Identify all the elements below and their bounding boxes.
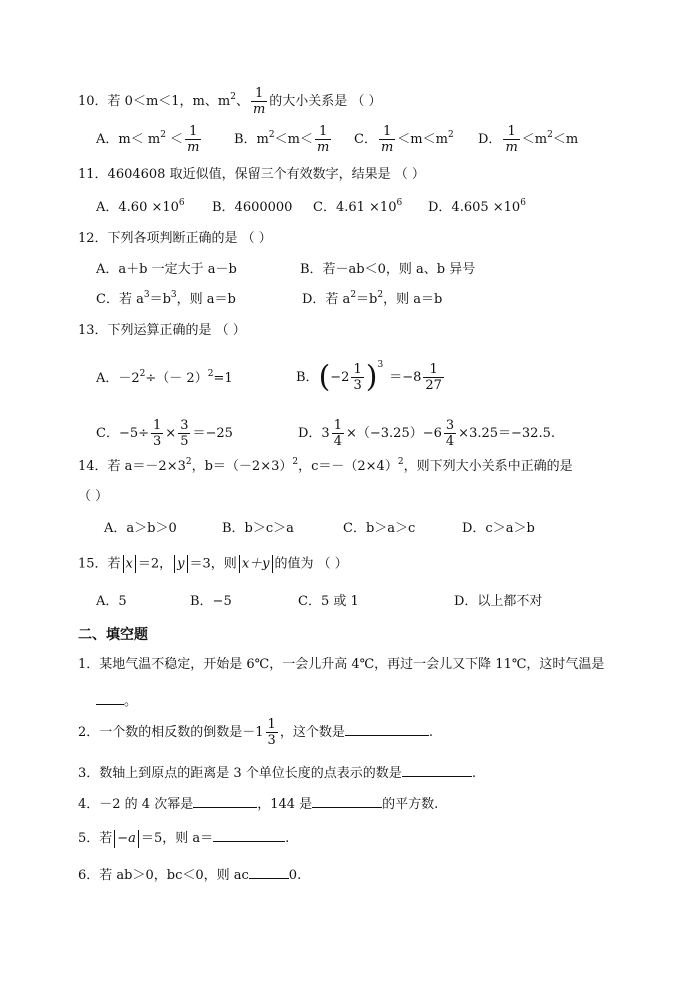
stem-text: 的值为 （ ）	[274, 556, 348, 572]
fraction	[178, 418, 190, 449]
fill-text: 5．若	[78, 831, 113, 846]
sup: 2	[139, 369, 146, 379]
q13-option-d[interactable]	[298, 418, 555, 449]
fill-1-blank[interactable]	[96, 690, 124, 705]
q13-option-b[interactable]	[296, 358, 446, 398]
q13-option-a[interactable]	[96, 370, 233, 388]
stem-text: ，b＝（－2×3）	[191, 459, 293, 474]
sup: 2	[160, 130, 166, 140]
fill-text: ＝5，则 a＝	[140, 831, 214, 846]
abs-bar	[239, 555, 240, 573]
option-text: ＜m＜m	[397, 132, 448, 147]
q10-fraction	[251, 86, 267, 117]
sup: 2	[377, 290, 384, 300]
q15-option-d[interactable]: D．以上都不对	[454, 594, 543, 609]
fraction	[444, 418, 456, 449]
option-text: ，则 a＝b	[383, 292, 443, 307]
frac-num: 1	[333, 418, 342, 433]
abs-bar	[138, 830, 139, 848]
sup: 6	[396, 198, 403, 208]
frac-den: m	[505, 140, 518, 155]
option-text: D．	[478, 132, 502, 147]
q11-option-b[interactable]: B．4600000	[212, 200, 293, 215]
option-text: =1	[213, 371, 233, 386]
q15-option-c[interactable]: C．5 或 1	[298, 594, 359, 609]
option-text: ÷（－ 2）	[145, 371, 208, 386]
q14-answer-paren: （ ）	[78, 489, 109, 504]
frac-num: 1	[254, 86, 264, 101]
option-text: ＜m	[552, 132, 579, 147]
frac-num: 1	[189, 124, 198, 139]
option-text: ＜	[165, 132, 184, 147]
q10-stem-sep: 、	[235, 94, 249, 109]
q13-option-c[interactable]	[96, 418, 233, 449]
option-text: C．−5÷	[96, 426, 150, 441]
option-text: B．m	[234, 132, 269, 147]
q14-option-c[interactable]: C．b＞a＞c	[343, 521, 416, 536]
var-x: x	[125, 556, 133, 572]
frac-den: 27	[425, 378, 442, 393]
fill-text: ，这个数是	[279, 725, 345, 740]
sup: 3	[143, 290, 150, 300]
option-text: ×（−3.25）−6	[345, 426, 442, 441]
q15-stem	[78, 555, 348, 574]
fill-3	[78, 762, 476, 783]
abs-bar	[135, 555, 136, 573]
q10-d-fraction	[503, 124, 519, 155]
sup: 2	[350, 290, 357, 300]
frac-den: 3	[353, 378, 362, 393]
q13-stem: 13．下列运算正确的是 （ ）	[78, 323, 246, 338]
frac-num: 1	[382, 124, 392, 139]
var-a: −a	[117, 831, 136, 846]
fill-text: 3．数轴上到原点的距离是 3 个单位长度的点表示的数是	[78, 766, 402, 781]
option-text: A．4.60 ×10	[96, 200, 179, 215]
fill-5-blank[interactable]	[213, 827, 285, 842]
q10-c-fraction	[379, 124, 395, 155]
option-text: D．4.605 ×10	[428, 200, 521, 215]
right-paren: )	[365, 359, 378, 395]
fill-6-blank[interactable]	[249, 864, 289, 879]
fill-2	[78, 716, 433, 750]
option-text: ＝b	[356, 292, 378, 307]
q10-option-b[interactable]	[234, 124, 333, 155]
abs-bar	[174, 555, 175, 573]
frac-den: m	[187, 140, 200, 155]
q15-option-b[interactable]: B．−5	[190, 594, 232, 609]
fill-4-blank-b[interactable]	[312, 793, 382, 808]
q11-option-d[interactable]	[428, 199, 526, 217]
q14-option-a[interactable]: A．a＞b＞0	[104, 521, 177, 536]
frac-den: 4	[445, 434, 455, 449]
q12-option-c[interactable]	[96, 291, 236, 309]
q10-option-d[interactable]	[478, 124, 578, 155]
q12-option-d[interactable]	[302, 291, 442, 309]
option-text: B．	[296, 370, 319, 385]
fill-text: 4．－2 的 4 次幂是	[78, 797, 194, 812]
q10-option-a[interactable]	[96, 124, 203, 155]
option-text: −2	[330, 370, 350, 385]
tail-text: .	[428, 725, 433, 740]
q15-option-a[interactable]: A．5	[96, 594, 127, 609]
option-text: C．若 a	[96, 292, 144, 307]
frac-den: m	[316, 140, 330, 155]
q11-option-a[interactable]	[96, 199, 185, 217]
fraction	[151, 418, 163, 449]
sup: 2	[268, 130, 275, 140]
frac-num: 1	[153, 418, 162, 433]
sup: 3	[377, 360, 384, 370]
option-text: ＜m＜	[274, 132, 313, 147]
option-text: ×	[165, 426, 177, 441]
sup: 2	[185, 457, 192, 467]
fill-text: ，144 是	[257, 797, 313, 812]
q10-b-fraction	[315, 124, 331, 155]
option-text: ＝−25	[192, 426, 233, 441]
option-text: ＜m	[521, 132, 548, 147]
abs-bar	[187, 555, 188, 573]
q11-stem: 11．4604608 取近似值，保留三个有效数字，结果是 （ ）	[78, 167, 425, 182]
frac-den: 3	[153, 434, 162, 449]
stem-text: 15．若	[78, 556, 121, 572]
frac-den: m	[252, 102, 266, 117]
tail-text: .	[285, 831, 290, 846]
var-xy: x＋y	[241, 556, 270, 572]
frac-den: 4	[333, 434, 342, 449]
option-text: A．m＜ m	[96, 132, 161, 147]
option-text: ，则 a＝b	[176, 292, 236, 307]
sup: 2	[547, 130, 553, 140]
frac-num: 3	[180, 418, 189, 433]
sup: 2	[292, 457, 299, 467]
q12-option-a[interactable]: A．a＋b 一定大于 a－b	[96, 262, 237, 277]
option-text: ＝b	[149, 292, 171, 307]
frac-num: 1	[267, 717, 276, 732]
tail-text: 的平方数.	[382, 797, 439, 812]
stem-text: ＝3，则	[189, 556, 237, 572]
stem-text: ，c＝－（2×4）	[298, 459, 398, 474]
option-text: C．4.61 ×10	[313, 200, 397, 215]
fill-3-blank[interactable]	[402, 762, 472, 777]
sup: 6	[178, 198, 185, 208]
q11-option-c[interactable]	[313, 199, 402, 217]
option-text: ×3.25＝−32.5.	[458, 426, 555, 441]
frac-num: 1	[429, 362, 438, 377]
tail-text: 0.	[288, 868, 302, 883]
fill-6	[78, 864, 301, 885]
var-y: y	[177, 556, 185, 572]
q10-stem-sup: 2	[230, 92, 236, 102]
fill-4-blank-a[interactable]	[193, 793, 257, 808]
fill-5	[78, 827, 289, 848]
stem-text: 14．若 a＝－2×3	[78, 459, 186, 474]
q10-stem-post: 的大小关系是 （ ）	[269, 94, 382, 109]
fraction	[266, 717, 278, 748]
frac-num: 1	[507, 124, 516, 139]
frac-den: 5	[180, 434, 189, 449]
fraction	[351, 362, 363, 393]
frac-den: m	[380, 140, 394, 155]
fill-text: 6．若 ab＞0，bc＜0，则 ac	[78, 868, 249, 883]
q12-stem: 12．下列各项判断正确的是 （ ）	[78, 231, 272, 246]
abs-bar	[123, 555, 124, 573]
fill-2-blank[interactable]	[345, 721, 429, 736]
frac-num: 3	[445, 418, 455, 433]
option-text: A．－2	[96, 371, 140, 386]
frac-num: 1	[353, 362, 362, 377]
fraction	[332, 418, 344, 449]
fill-1-answer	[96, 690, 137, 711]
tail-text: 。	[124, 694, 138, 709]
fill-text: 2．一个数的相反数的倒数是－1	[78, 725, 264, 740]
abs-bar	[114, 830, 115, 848]
frac-den: 3	[267, 733, 276, 748]
fill-1-text: 1．某地气温不稳定，开始是 6℃，一会儿升高 4℃，再过一会儿又下降 11℃，这时气温是	[78, 657, 605, 672]
q14-option-d[interactable]: D．c＞a＞b	[462, 521, 535, 536]
stem-text: ＝2，	[137, 556, 173, 572]
sup: 2	[397, 457, 404, 467]
fill-4	[78, 793, 438, 814]
sup: 6	[520, 198, 526, 208]
q10-stem-text: 10．若 0＜m＜1，m、m	[78, 94, 231, 109]
option-text: D．若 a	[302, 292, 351, 307]
option-text: ＝−8	[389, 370, 422, 385]
fraction	[423, 362, 444, 393]
left-paren: (	[318, 359, 331, 395]
option-text: C．	[354, 132, 377, 147]
abs-bar	[272, 555, 273, 573]
sup: 2	[447, 130, 454, 140]
section-heading: 二、填空题	[78, 627, 148, 643]
q14-option-b[interactable]: B．b＞c＞a	[222, 521, 294, 536]
frac-num: 1	[318, 124, 328, 139]
stem-text: ，则下列大小关系中正确的是	[403, 459, 573, 474]
sup: 2	[207, 369, 214, 379]
q10-stem	[78, 86, 382, 117]
sup: 3	[170, 290, 177, 300]
tail-text: .	[471, 766, 476, 781]
q14-stem	[78, 458, 573, 476]
q10-a-fraction	[185, 124, 201, 155]
q12-option-b[interactable]: B．若－ab＜0，则 a、b 异号	[300, 262, 476, 277]
option-text: D．3	[298, 426, 330, 441]
q10-option-c[interactable]	[354, 124, 454, 155]
